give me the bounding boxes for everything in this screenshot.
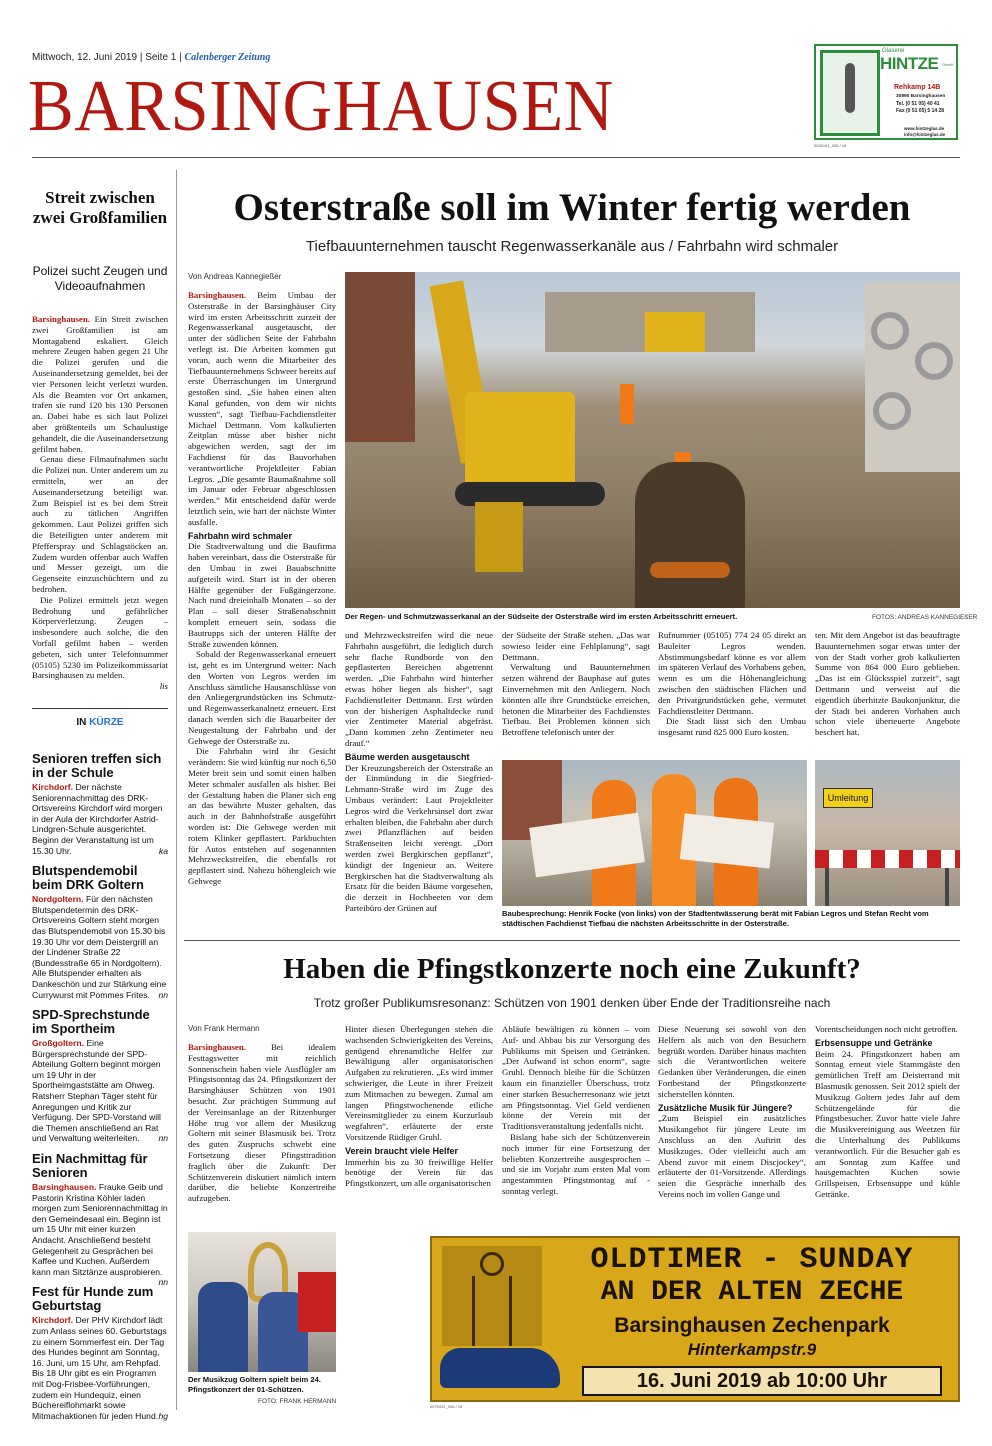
brief-kicker: Barsinghausen. (32, 1182, 97, 1193)
ad-mail[interactable]: info@hintzeglas.de (904, 132, 946, 137)
brief-text (32, 1038, 168, 1144)
kurz-label (32, 717, 168, 728)
main-col1c: Sobald der Regenwasserkanal erneuert ist, geht es im Untergrund weiter: Nach den Worten von Legros werden im Anschluss sämtliche Hausanschlüsse von den Anliegergrundstücken ins Schmutz- und Regenwasserkanalnetz erneuert. Erst danach werden sich die Bauarbeiter der Neugestaltung der Fahrbahn und der Gehwege der Osterstraße zu. (188, 649, 336, 746)
brief-kicker: Großgoltern. (32, 1038, 85, 1049)
left-deck: Polizei sucht Zeugen und Videoaufnahmen (32, 264, 168, 293)
story2-c5: Vorentscheidungen noch nicht getroffen. (815, 1024, 958, 1034)
second-excavator (645, 312, 705, 352)
brief-item (32, 752, 168, 856)
main-col2-text: und Mehrzweckstreifen wird die neue Fahrbahn ausgeführt, die lediglich durch sehr flache Rundborde von den gepflasterten Bereichen abgetrennt werden. „Die Fahrbahn wird hinterher etwas höher liegen als bisher“, sagt Fachdienstleiter Dettmann. Erst würden von der bisherigen Asphaltdecke rund vier Zentimeter Material abgefräst. „Dann kommen zehn Zentimeter neu drauf.“ (345, 630, 493, 748)
main-col3 (502, 630, 650, 738)
person-figure (845, 63, 855, 113)
brand-small: Glaserei (882, 48, 905, 54)
left-p2: Genau diese Filmaufnahmen sucht die Polizei nun. Unter anderem um zu ermitteln, wer an der Auseinandersetzung beteiligt war. Zum Beispiel ist es bei dem Streit auch zu tätlichen Angriffen gekommen. Laut Polizei griffen sich die Beteiligten unter anderem mit Pfefferspray und Schlagstöcken an. Zudem wurden offenbar auch Waffen und Messer gezeigt, um die Gegenseite einzuschüchtern und zu bedrohen. (32, 454, 168, 594)
main-col1-text: Beim Umbau der Osterstraße in der Barsinghäuser City wird im ersten Arbeitsschritt zurzeit der Regenwasserkanal ausgetauscht, der unter der südlichen Seite der Fahrbahn verlegt ist. Die Arbeiten kommen gut voran, auch wenn die Mitarbeiter des Tiefbauunternehmens Schweer bereits auf erste Überraschungen im Untergrund gestoßen sind. „Sie haben einen alten Kanal gefunden, von dem wir nichts wussten“, sagt Tiefbau-Fachdienstleiter Michael Dettmann. Vom kalkulierten Zeitplan müsse aber bisher nicht abgewichen werden, sagt der im Fachdienst für das Bauvorhaben verantwortliche Projektleiter Fabian Legros. „Die gesamte Baumaßnahme soll im Januar oder Februar abgeschlossen werden.“ Mit entscheidend dafür werde letztlich sein, wie hart der nächste Winter ausfalle. (188, 290, 336, 527)
construction-photo (345, 272, 960, 608)
brief-text (32, 1315, 168, 1421)
left-story-body (32, 314, 168, 692)
pipe-end (871, 312, 909, 350)
main-headline: Osterstraße soll im Winter fertig werden (233, 186, 911, 229)
main-col3-text: der Südseite der Straße stehen. „Das war sowieso leider eine Fehlplanung“, sagt Dettmann. (502, 630, 650, 662)
left-sig: lis (159, 681, 168, 692)
left-p1: Ein Streit zwischen zwei Großfamilien ist am Montagabend eskaliert. Gleich mehrere Zeugen haben gegen 21 Uhr die Polizei gerufen und die Auseinandersetzung gemeldet, bei der vier Personen leicht verletzt wurden. Als die Beamten vor Ort ankamen, trafen sie rund 120 bis 130 Personen an. Dabei habe es sich laut Polizei aber größtenteils um Schaulustige gehandelt, die die Auseinandersetzung gefilmt haben. (32, 314, 168, 454)
main-col5 (815, 630, 960, 738)
date-line (32, 52, 270, 63)
story2-c2b: Immerhin bis zu 30 freiwillige Helfer benötige der Verein für das Pfingstkonzert, um alle organisatorischen (345, 1156, 493, 1189)
brief-sig: nn (158, 989, 168, 1000)
ad-line2: AN DER ALTEN ZECHE (600, 1277, 904, 1308)
band-credit: FOTO: FRANK HERMANN (258, 1398, 337, 1405)
story2-col3 (502, 1024, 650, 1197)
story2-sub-musik: Zusätzliche Musik für Jüngere? (658, 1102, 793, 1113)
ad-bottom-code: 0075431_006 / 18 (430, 1404, 463, 1409)
brief-item (32, 1008, 168, 1144)
photo2-caption: Baubesprechung: Henrik Focke (von links) von der Stadtentwässerung berät mit Fabian Legros und Stefan Recht vom städtischen Fachdienst Tiefbau die nächsten Arbeitsschritte in der Osterstraße. (502, 909, 929, 928)
oldtimer-ad (430, 1236, 960, 1402)
barrier-post (825, 868, 829, 906)
ad-city: 30890 Barsinghausen (896, 94, 946, 99)
story2-c2: Hinter diesen Überlegungen stehen die wachsenden Schwierigkeiten des Vereins, genügend ehrenamtliche Helfer zur Bewältigung aller organisatorischen Aufgaben zu rekrutieren. „Es wird immer schwieriger, die Leute in ihrer Freizeit zum Mitmachen zu bewegen. Zumal am langen Pfingstwochenende etliche Vereinsmitglieder zu einem Kurzurlaub wegfahren“, erläuterte der erste Vorsitzende Rüdiger Gruhl. (345, 1024, 493, 1142)
main-col1d: Die Fahrbahn wird ihr Gesicht verändern: Sie wird künftig nur noch 6,50 Meter breit sein und somit einen halben Meter schmaler ausfallen als bisher. Bei der Gestaltung haben die Planer sich eng an das bewährte Muster gehalten, das auch in der Bahnhofstraße ausgeführt worden ist: Die Gehwege werden mit rotem Klinker gepflastert. Parkbuchten für Autos entstehen auf sogenannten Mehrzweckstreifen, die ebenfalls rot gepflastert sind. Nahezu höhengleich wie Gehwege (188, 746, 336, 887)
ad-web[interactable]: www.hintzeglas.de (904, 126, 945, 131)
brief-body: Für den nächsten Blutspendetermin des DRK-Ortsvereins Goltern steht morgen das Blutspendemobil von 15.30 bis 19.30 Uhr vor dem Deistergrill an der Lindener Straße 22 (Bundesstraße 65 in Nordgoltern). Alle Blutspender erhalten als Dankeschön und zur Stärkung eine Currywurst mit Pommes Frites. (32, 894, 167, 1000)
photo1-caption: Der Regen- und Schmutzwasserkanal an der Südseite der Osterstraße wird im ersten Arbeitsschritt erneuert. (345, 612, 738, 621)
brief-kicker: Kirchdorf. (32, 1315, 74, 1326)
date-text: Mittwoch, 12. Juni 2019 | Seite 1 | (32, 52, 182, 63)
brief-item (32, 1151, 168, 1288)
story-separator (184, 940, 960, 941)
story2-col5 (815, 1024, 960, 1200)
brief-text (32, 1182, 168, 1288)
brief-text (32, 782, 168, 856)
story2-c3b: Bislang habe sich der Schützenverein noch immer für eine Fortsetzung der beliebten Konzertreihe ausgesprochen – und sie im Vorjahr zum ersten Mal vom angestammten Pfingstmontag auf -sonntag verlegt. (502, 1131, 650, 1196)
main-kicker: Barsinghausen. (188, 290, 246, 300)
barrier (815, 850, 960, 868)
ad-line3: Barsinghausen Zechenpark (614, 1314, 890, 1337)
main-col4-text: Rufnummer (05105) 774 24 05 direkt an Bauleiter Legros wenden. Abstimmungsbedarf könne es vor allem im späteren Verlauf des Vorhabens geben, wenn es um die Höhenangleichung zwischen den städtischen Flächen und den Privatgrundstücken gehe, vermutet Fachdienstleiter Dettmann. (658, 630, 806, 716)
main-col2 (345, 630, 493, 914)
story2-c1: Bei idealem Festtagswetter mit reichlich Sonnenschein haben viele Ausflügler am Pfingstsonntag das 24. Pfingstkonzert der Barsinghäuser Schützen von 1901 besucht. Zur prächtigen Stimmung auf der Vereinsanlage an der Ritzenburger Höhe trug vor allem der Musikzug Goltern mit seiner Blasmusik bei. Trotz des guten Zuspruchs schwebt eine Fortsetzung dieser Pfingsttradition fraglich über die Zukunft: Der Schützenverein diskutiert nämlich intern darüber, die beliebte Konzertreihe aufzugeben. (188, 1042, 336, 1204)
brand-name: HINTZE (880, 54, 939, 73)
left-kicker: Barsinghausen. (32, 314, 90, 324)
brand-gmbh: GmbH (942, 62, 954, 67)
brick-building (345, 272, 415, 442)
detour-sign: Umleitung (823, 788, 873, 808)
story2-col1 (188, 1042, 336, 1204)
kurz-in: IN (76, 717, 87, 728)
story2-sub-helfer: Verein braucht viele Helfer (345, 1145, 459, 1156)
header-rule (32, 157, 960, 158)
pipe-end (873, 392, 911, 430)
story2-c4: Diese Neuerung sei sowohl von den Helfern als auch von den Besuchern begrüßt worden. Darüber hinaus machten sich die Verantwortlichen weitere Gedanken über Veränderungen, die einen Fortbestand der Pfingstkonzerte sicherstellen könnten. (658, 1024, 806, 1099)
brief-item (32, 864, 168, 1000)
story2-c3: Abläufe bewältigen zu können – vom Auf- und Abbau bis zur Versorgung des Publikums mit Speisen und Getränken. „Der Aufwand ist schon enorm“, sagte Gruhl. Dennoch bleibe für die Schützen kaum ein finanzieller Überschuss, trotz einer starken Besucherresonanz wie jetzt am Pfingstsonntag. Viel Geld verdienen könne der Verein mit der Traditionsveranstaltung jedenfalls nicht. (502, 1024, 650, 1132)
kurz-label-text: KÜRZE (89, 717, 124, 728)
story2-byline: Von Frank Hermann (188, 1024, 260, 1033)
main-sub-fahrbahn: Fahrbahn wird schmaler (188, 530, 293, 541)
barrier-post (945, 868, 949, 906)
brief-title: SPD-Sprechstunde im Sportheim (32, 1007, 150, 1037)
hintze-ad (814, 44, 958, 140)
brief-title: Fest für Hunde zum Geburtstag (32, 1284, 154, 1314)
kurz-list (32, 752, 168, 1429)
meeting-photo (502, 760, 807, 906)
page-title: BARSINGHAUSEN (28, 65, 614, 146)
story2-col4 (658, 1024, 806, 1200)
ad-street: Rehkamp 14B (894, 84, 941, 91)
story2-c4b: „Zum Beispiel ein zusätzliches Musikangebot für jüngere Leute im Anschluss an den Auftritt des Musikzuges. Oder vielleicht auch am Abend zuvor mit einem Discjockey“, erläuterte der 01-Vorsitzende. Allerdings seien die Gespräche innerhalb des Vereins noch im vollen Gange und (658, 1113, 806, 1199)
paper-name: Calenberger Zeitung (184, 52, 271, 63)
window-illustration (820, 50, 880, 136)
detour-photo (815, 760, 960, 906)
wheel (480, 1252, 504, 1276)
pipe-end (915, 342, 953, 380)
main-col3b: Verwaltung und Bauunternehmen setzen während der Bauphase auf gutes Einvernehmen mit den Anliegern. Noch könnten alle ihre Grundstücke erreichen, betonen die Mitarbeiter des Fachdienstes Tiefbau. Bei Problemen können sich Betroffene telefonisch unter der (502, 662, 650, 738)
worker (620, 384, 634, 424)
main-col4b: Die Stadt lässt sich den Umbau insgesamt rund 825 000 Euro kosten. (658, 716, 806, 738)
brief-kicker: Nordgoltern. (32, 894, 84, 905)
brief-body: Eine Bürgersprechstunde der SPD-Abteilung Goltern beginnt morgen um 19 Uhr in der Sportheimgaststätte am Ohweg. Ratsherr Stephan Täger steht für Anregungen und Kritik zur Verfügung. Der SPD-Vorstand will die Themen anschließend an Rat und Verwaltung weiterleiten. (32, 1038, 161, 1144)
ad-line1: OLDTIMER - SUNDAY (590, 1243, 914, 1277)
brief-title: Senioren treffen sich in der Schule (32, 751, 162, 780)
main-col1 (188, 290, 336, 887)
brief-kicker: Kirchdorf. (32, 782, 74, 792)
main-col4 (658, 630, 806, 738)
brief-body: Der nächste Seniorennachmittag des DRK-Ortsvereins Kirchdorf wird morgen in der Aula der Kirchdorfer Astrid-Lindgren-Schule ausgerichtet. Beginn der Veranstaltung ist um 15.30 Uhr. (32, 782, 163, 856)
story2-headline: Haben die Pfingstkonzerte noch eine Zukunft? (283, 953, 861, 985)
trench (635, 462, 745, 608)
brief-title: Ein Nachmittag für Senioren (32, 1151, 148, 1181)
main-col5-text: ten. Mit dem Angebot ist das beauftragte Bauunternehmen sogar etwas unter der von der Stadt vorher grob kalkulierten Summe von 864 000 Euro geblieben. „Das ist ein Glücksspiel zurzeit“, sagt Dettmann und verweist auf die eigentlich überhitzte Baukonjunktur, die der Stadt bei anderen Vorhaben auch schon viele überteuerte Angebote beschert hat. (815, 630, 960, 738)
brief-sig: hg (158, 1410, 168, 1421)
band-caption: Der Musikzug Goltern spielt beim 24. Pfingstkonzert der 01-Schützen. (188, 1375, 321, 1394)
ad-line5: 16. Juni 2019 ab 10:00 Uhr (582, 1366, 942, 1396)
kurz-rule (32, 708, 168, 709)
main-col2b: Der Kreuzungsbereich der Osterstraße an der Einmündung in die Siegfried-Lehmann-Straße wird im Zuge des Umbaus verändert: Laut Projektleiter Legros wird die Verkehrsinsel dort zwar erhalten bleiben, die Fahrbahn aber durch zwei Pflanzflächen auf beiden Straßenseiten leicht verengt. „Dort werden zwei Bergkirschen gepflanzt“, kündigt der Ingenieur an. Weitere Bergkirschen hat die Stadtverwaltung als Ersatz für die beiden Bäume vorgesehen, die derzeit in Hochbeeten vor dem Parteibüro der Grünen auf (345, 762, 493, 913)
photo1-credit: FOTOS: ANDREAS KANNEGIEßER (872, 614, 978, 621)
concrete-pipes (865, 282, 960, 472)
story2-c5b: Beim 24. Pfingstkonzert haben am Sonntag erneut viele Stammgäste den gemütlichen Treff am Deisterrand mit Blasmusik genossen. Seit 2012 spielt der Musikzug Goltern jedes Jahr auf dem Schützengelände für die Pfingstbesucher. Zuvor hatte viele Jahre die Musikvereinigung aus Weetzen für die Unterhaltung des Publikums verantwortlich. Für die Besucher gab es am Sonntag zum Kaffee und hausgemachten Kuchen sowie Grillspeisen, Erbsensuppe und kühle Getränke. (815, 1048, 960, 1199)
brief-text (32, 894, 168, 1000)
main-col1b: Die Stadtverwaltung und die Baufirma haben vereinbart, dass die Osterstraße für den Umbau in zwei Bauabschnitte aufgeteilt wird. Start ist in der oberen Hälfte gegenüber der Fußgängerzone. Nach rund dreieinhalb Monaten – so der Plan – soll dieser Straßenabschnitt komplett erneuert sein, sodass die Bautrupps sich der unteren Hälfte der Straße zuwenden können. (188, 541, 336, 649)
ad-tel: Tel. (0 51 05) 40 41 (896, 101, 940, 107)
story2-col2 (345, 1024, 493, 1189)
main-byline: Von Andreas Kannegießer (188, 272, 282, 281)
construction-plan (680, 813, 774, 868)
story2-deck: Trotz großer Publikumsresonanz: Schützen von 1901 denken über Ende der Traditionsreihe nach (313, 996, 831, 1010)
musician (198, 1282, 248, 1372)
left-headline: Streit zwischen zwei Großfamilien (32, 188, 168, 227)
ad-fax: Fax (0 51 05) 5 14 28 (896, 108, 945, 114)
brief-sig: ka (158, 845, 168, 856)
story2-sub-erbsensuppe: Erbsensuppe und Getränke (815, 1037, 933, 1048)
story2-kicker: Barsinghausen. (188, 1042, 246, 1052)
banner (298, 1272, 336, 1332)
brief-body: Der PHV Kirchdorf lädt zum Anlass seines 60. Geburtstags zu einem Sommerfest ein. Der Tag des Hundes beginnt am Sonntag, 16. Juni, um 15 Uhr, am Rehpfad. Bis 18 Uhr gibt es ein Programm mit Dog-Frisbee-Vorführungen, zudem ein Hundequiz, einen Büchereiflohmarkt sowie Mitmachaktionen für jeden Hund. (32, 1315, 167, 1421)
vintage-car (440, 1348, 560, 1388)
tower-frame (472, 1276, 512, 1346)
band-photo (188, 1232, 336, 1372)
brief-title: Blutspendemobil beim DRK Goltern (32, 863, 144, 893)
left-p3: Die Polizei ermittelt jetzt wegen Bedrohung und gefährlicher Körperverletzung. Zeugen – insbesondere auch solche, die den Vorfall gefilmt haben – werden gebeten, sich unter Telefonnummer (05105) 5230 im Polizeikommissariat Barsinghausen zu melden. (32, 594, 168, 681)
main-sub-baeume: Bäume werden ausgetauscht (345, 751, 470, 762)
brief-sig: nn (158, 1133, 168, 1144)
column-rule-left (176, 170, 177, 1410)
brief-sig: nn (158, 1277, 168, 1288)
ad-code: 0006151_008 / 18 (814, 143, 847, 148)
main-deck: Tiefbauunternehmen tauscht Regenwasserkanäle aus / Fahrbahn wird schmaler (305, 238, 839, 255)
excavator-bucket (475, 502, 523, 572)
ad-line4: Hinterkampstr.9 (687, 1340, 817, 1359)
mine-tower (442, 1246, 542, 1346)
sewer-pipe (650, 562, 730, 578)
brief-item (32, 1285, 168, 1421)
excavator-body (465, 392, 575, 492)
brief-body: Frauke Geib und Pastorin Kristina Köhler laden morgen zum Seniorennachmittag in den Gemeindesaal ein. Beginn ist um 15 Uhr mit einer kurzen Andacht. Anschließend besteht Gelegenheit zu Gesprächen bei Kaffee und Kuchen. Außerdem kann man Sitztänze ausprobieren. (32, 1182, 168, 1277)
